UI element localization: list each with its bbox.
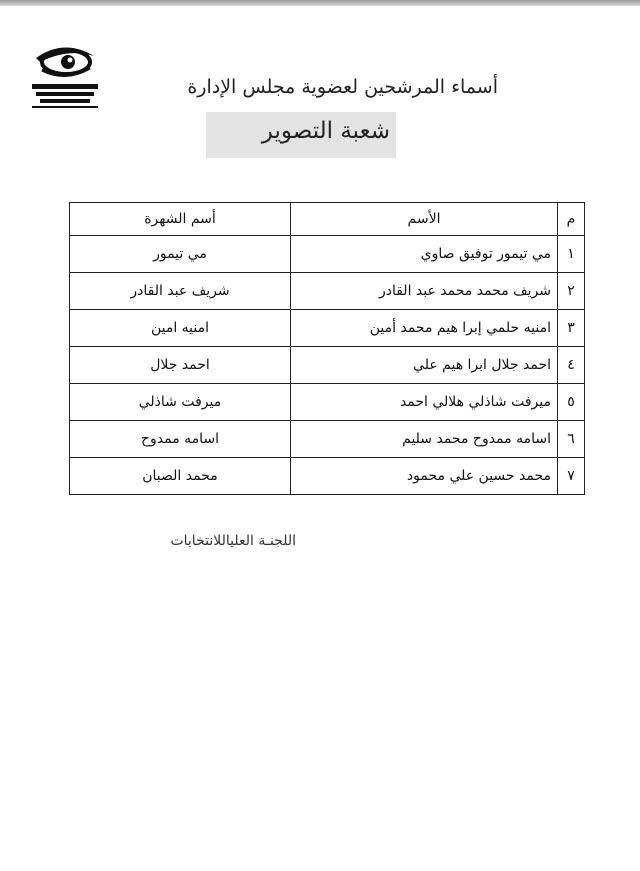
table-row (70, 236, 585, 273)
candidate-name: اسامه ممدوح محمد سليم (291, 421, 558, 458)
table-row (70, 458, 585, 495)
row-number: ١ (558, 236, 585, 273)
section-title: شعبة التصوير (261, 118, 390, 144)
table-row (70, 347, 585, 384)
row-number: ٧ (558, 458, 585, 495)
row-number: ٤ (558, 347, 585, 384)
table-row (70, 384, 585, 421)
candidate-fame-name: محمد الصبان (70, 458, 291, 495)
candidate-name: امنيه حلمي إبرا هيم محمد أمين (291, 310, 558, 347)
row-number: ٥ (558, 384, 585, 421)
candidate-name: مي تيمور توفيق صاوي (291, 236, 558, 273)
committee-signature: اللجنـة العلياللانتخابات (170, 533, 296, 549)
table-row (70, 421, 585, 458)
column-header-fame: أسم الشهرة (70, 203, 291, 236)
candidate-name: احمد جلال ابرا هيم علي (291, 347, 558, 384)
candidate-name: ميرفت شاذلي هلالي احمد (291, 384, 558, 421)
row-number: ٦ (558, 421, 585, 458)
candidate-name: شريف محمد محمد عبد القادر (291, 273, 558, 310)
candidate-fame-name: احمد جلال (70, 347, 291, 384)
row-number: ٣ (558, 310, 585, 347)
section-highlight (206, 112, 396, 158)
syndicate-logo (28, 40, 104, 110)
candidate-fame-name: شريف عبد القادر (70, 273, 291, 310)
document-title: أسماء المرشحين لعضوية مجلس الإدارة (187, 76, 498, 98)
candidate-fame-name: امنيه امين (70, 310, 291, 347)
column-header-num: م (558, 203, 585, 236)
table-row (70, 310, 585, 347)
candidate-fame-name: اسامه ممدوح (70, 421, 291, 458)
row-number: ٢ (558, 273, 585, 310)
table-header-row (70, 203, 585, 236)
candidate-fame-name: ميرفت شاذلي (70, 384, 291, 421)
candidate-name: محمد حسين علي محمود (291, 458, 558, 495)
candidate-fame-name: مي تيمور (70, 236, 291, 273)
candidates-table (69, 202, 585, 495)
column-header-name: الأسم (291, 203, 558, 236)
table-row (70, 273, 585, 310)
document-page (0, 6, 640, 871)
